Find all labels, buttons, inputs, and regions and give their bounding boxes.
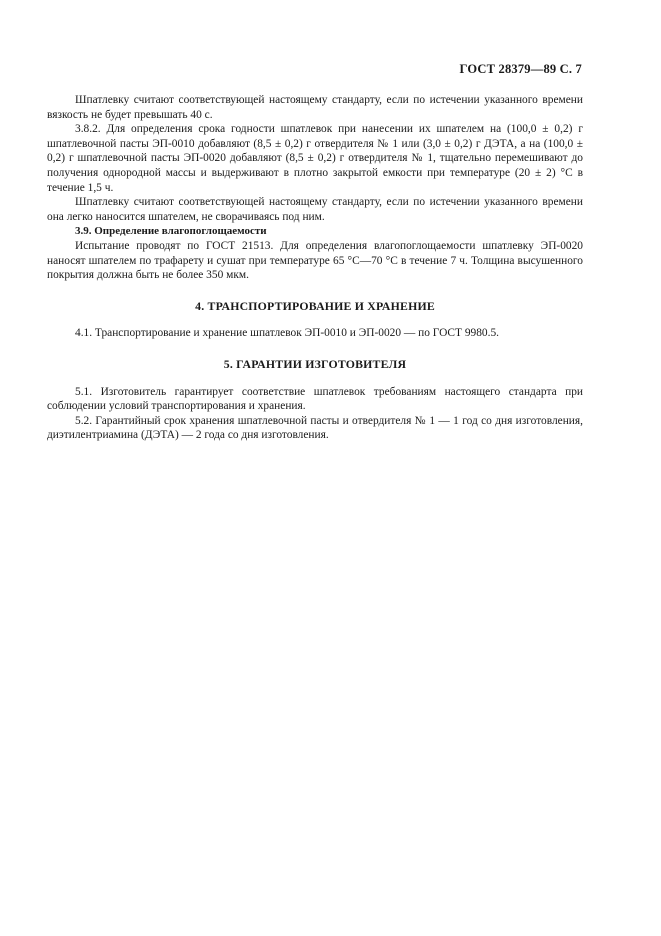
subheading-3-9: 3.9. Определение влагопоглощаемости <box>75 225 267 238</box>
paragraph-5-2: 5.2. Гарантийный срок хранения шпатлевочной пасты и отвердителя № 1 — 1 год со дня изготовления, диэтилентриамина (ДЭТА) — 2 года со дня изготовления. <box>47 414 583 442</box>
paragraph-3-8-2-conclusion: Шпатлевку считают соответствующей настоящему стандарту, если по истечении указанного времени она легко наносится шпателем, не сворачиваясь под ним. <box>47 196 583 223</box>
document-body <box>47 93 583 443</box>
paragraph-3-8-1-conclusion: Шпатлевку считают соответствующей настоящему стандарту, если по истечении указанного времени вязкость не будет превышать 40 с. <box>47 94 583 121</box>
section-heading-4: 4. ТРАНСПОРТИРОВАНИЕ И ХРАНЕНИЕ <box>195 298 435 313</box>
paragraph-3-8-2: 3.8.2. Для определения срока годности шпатлевок при нанесении их шпателем на (100,0 ± 0,2) г шпатлевочной пасты ЭП-0010 добавляют (8,5 ± 0,2) г отвердителя № 1 или (3,0 ± 0,2) г ДЭТА, а на (100,0 ± 0,2) г шпатлевочной пасты ЭП-0020 добавляют (8,5 ± 0,2) г отвердителя № 1, тщательно перемешивают до получения однородной массы и выдерживают в плотно закрытой емкости при температуре (20 ± 2) °С в течение 1,5 ч. <box>47 123 583 194</box>
paragraph-4-1: 4.1. Транспортирование и хранение шпатлевок ЭП-0010 и ЭП-0020 — по ГОСТ 9980.5. <box>75 327 500 340</box>
section-heading-5: 5. ГАРАНТИИ ИЗГОТОВИТЕЛЯ <box>223 356 407 371</box>
paragraph-3-9: Испытание проводят по ГОСТ 21513. Для определения влагопоглощаемости шпатлевку ЭП-0020 наносят шпателем по трафарету и сушат при температуре 65 °С—70 °С в течение 7 ч. Толщина высушенного покрытия должна быть не более 350 мкм. <box>47 239 583 282</box>
page-header: ГОСТ 28379—89 С. 7 <box>459 62 582 76</box>
paragraph-5-1: 5.1. Изготовитель гарантирует соответствие шпатлевок требованиям настоящего стандарта при соблюдении условий транспортирования и хранения. <box>47 385 583 413</box>
